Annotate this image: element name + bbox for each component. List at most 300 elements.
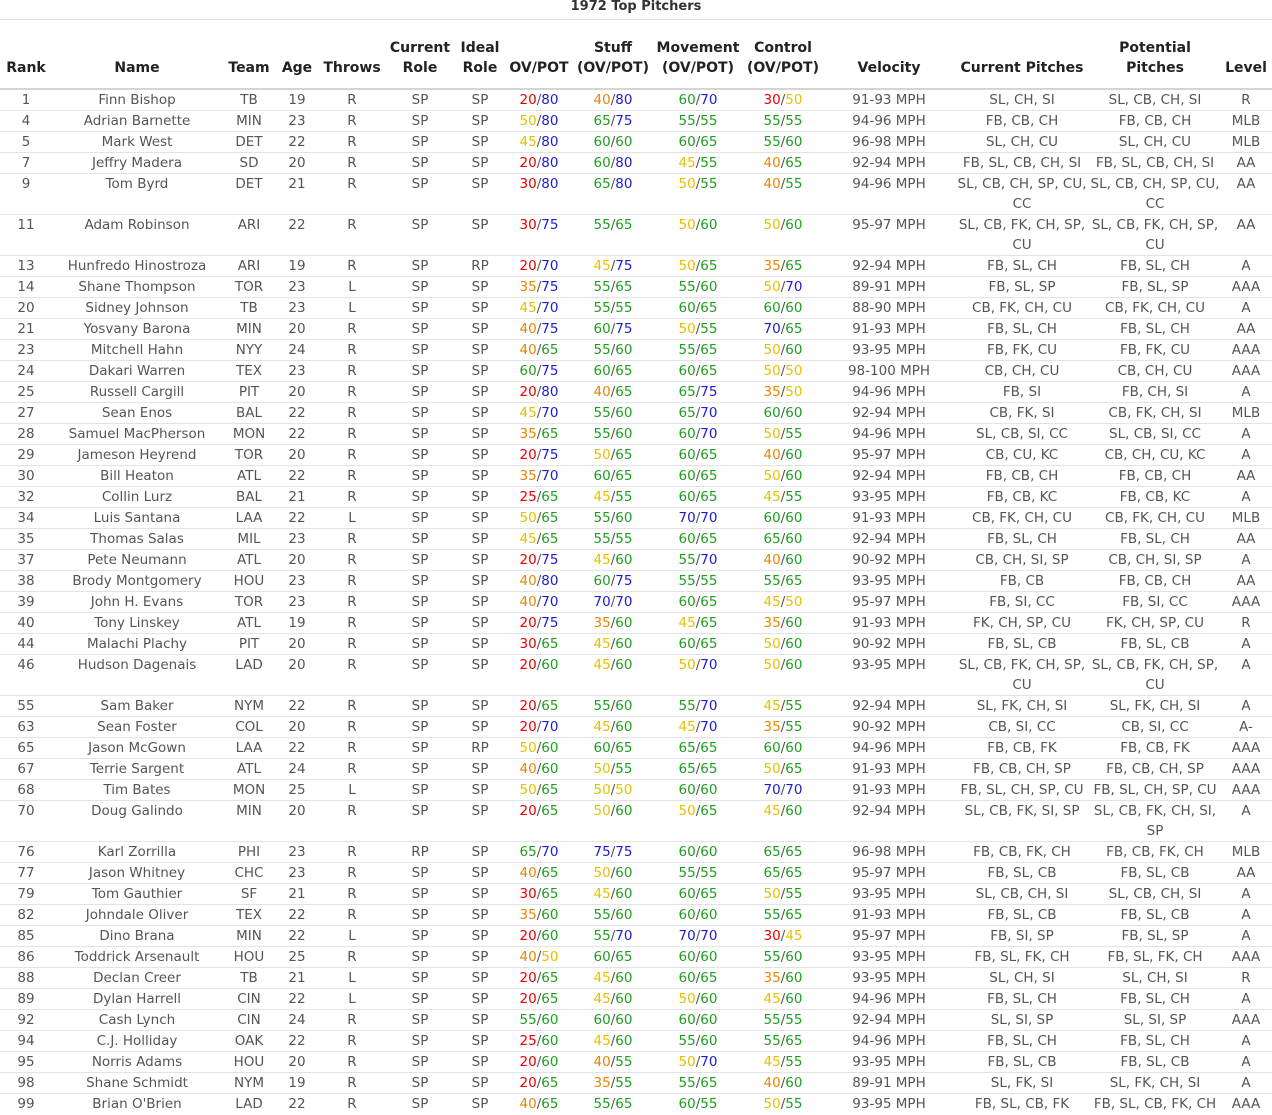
cell-throws: R: [318, 256, 386, 277]
cell-rank: 23: [0, 340, 52, 361]
cell-stuff: 55/60: [572, 905, 654, 926]
rating-current: 55: [678, 1075, 696, 1091]
cell-velocity: 94-96 MPH: [824, 989, 954, 1010]
cell-name[interactable]: Tom Byrd: [52, 174, 222, 215]
cell-velocity: 96-98 MPH: [824, 842, 954, 863]
cell-current-role: SP: [386, 466, 454, 487]
rating-potential: 70: [785, 782, 803, 798]
cell-name[interactable]: Samuel MacPherson: [52, 424, 222, 445]
cell-potential-pitches: SL, FK, CH, SI: [1090, 696, 1220, 717]
cell-name[interactable]: Hunfredo Hinostroza: [52, 256, 222, 277]
rating-current: 60: [678, 489, 696, 505]
cell-throws: R: [318, 863, 386, 884]
column-header-ov-pot[interactable]: OV/POT: [506, 20, 572, 89]
cell-movement: 55/55: [654, 111, 742, 132]
cell-movement: 65/65: [654, 759, 742, 780]
table-row[interactable]: [0, 801, 1272, 842]
cell-stuff: 50/65: [572, 445, 654, 466]
cell-age: 24: [276, 1010, 318, 1031]
cell-team: TB: [222, 968, 276, 989]
table-row[interactable]: [0, 947, 1272, 968]
cell-level: AAA: [1220, 1010, 1272, 1031]
cell-name[interactable]: Luis Santana: [52, 508, 222, 529]
table-row[interactable]: [0, 529, 1272, 550]
cell-ov-pot: 40/60: [506, 759, 572, 780]
cell-level: A: [1220, 550, 1272, 571]
rating-potential: 60: [615, 803, 633, 819]
column-header-potential-pitches[interactable]: Potential Pitches: [1090, 20, 1220, 89]
rating-current: 20: [519, 698, 537, 714]
column-header-level[interactable]: Level: [1220, 20, 1272, 89]
cell-ov-pot: 25/65: [506, 487, 572, 508]
column-header-control[interactable]: Control (OV/POT): [742, 20, 824, 89]
cell-name[interactable]: Toddrick Arsenault: [52, 947, 222, 968]
cell-name[interactable]: Karl Zorrilla: [52, 842, 222, 863]
cell-control: 50/60: [742, 340, 824, 361]
rating-current: 60: [593, 134, 611, 150]
rating-current: 60: [678, 531, 696, 547]
cell-control: 35/60: [742, 613, 824, 634]
cell-name[interactable]: Norris Adams: [52, 1052, 222, 1073]
cell-control: 55/60: [742, 132, 824, 153]
rating-potential: 60: [541, 740, 559, 756]
rating-current: 50: [763, 279, 781, 295]
cell-stuff: 55/55: [572, 298, 654, 319]
rating-current: 25: [519, 1033, 537, 1049]
table-row[interactable]: [0, 403, 1272, 424]
cell-current-role: SP: [386, 905, 454, 926]
rating-current: 35: [519, 468, 537, 484]
rating-current: 45: [593, 719, 611, 735]
cell-stuff: 40/65: [572, 382, 654, 403]
cell-control: 55/65: [742, 1031, 824, 1052]
cell-stuff: 55/60: [572, 696, 654, 717]
table-row[interactable]: [0, 655, 1272, 696]
cell-stuff: 45/60: [572, 1031, 654, 1052]
rating-potential: 60: [785, 615, 803, 631]
cell-throws: R: [318, 403, 386, 424]
rating-potential: 65: [700, 468, 718, 484]
rating-potential: 50: [785, 363, 803, 379]
cell-name[interactable]: Jameson Heyrend: [52, 445, 222, 466]
table-row[interactable]: [0, 905, 1272, 926]
table-row[interactable]: [0, 1073, 1272, 1094]
column-header-ideal-role[interactable]: Ideal Role: [454, 20, 506, 89]
cell-ideal-role: SP: [454, 153, 506, 174]
cell-movement: 55/70: [654, 550, 742, 571]
rating-current: 45: [593, 991, 611, 1007]
cell-ideal-role: SP: [454, 529, 506, 550]
cell-age: 22: [276, 403, 318, 424]
rating-current: 50: [593, 447, 611, 463]
table-row[interactable]: [0, 89, 1272, 111]
cell-stuff: 55/65: [572, 215, 654, 256]
table-row[interactable]: [0, 989, 1272, 1010]
cell-ov-pot: 20/60: [506, 1052, 572, 1073]
cell-team: ATL: [222, 759, 276, 780]
cell-stuff: 60/60: [572, 1010, 654, 1031]
column-header-team[interactable]: Team: [222, 20, 276, 89]
rating-current: 70: [678, 928, 696, 944]
rating-potential: 65: [541, 865, 559, 881]
cell-level: A: [1220, 1031, 1272, 1052]
rating-current: 70: [678, 510, 696, 526]
cell-current-role: SP: [386, 215, 454, 256]
cell-name[interactable]: Sidney Johnson: [52, 298, 222, 319]
cell-potential-pitches: FB, SL, SP: [1090, 277, 1220, 298]
cell-stuff: 60/65: [572, 361, 654, 382]
cell-stuff: 55/70: [572, 926, 654, 947]
rating-current: 55: [593, 342, 611, 358]
cell-name[interactable]: Collin Lurz: [52, 487, 222, 508]
cell-age: 23: [276, 863, 318, 884]
cell-velocity: 92-94 MPH: [824, 403, 954, 424]
cell-current-role: SP: [386, 298, 454, 319]
cell-control: 45/60: [742, 989, 824, 1010]
column-header-age[interactable]: Age: [276, 20, 318, 89]
rating-potential: 60: [785, 970, 803, 986]
cell-ideal-role: SP: [454, 1094, 506, 1115]
cell-rank: 44: [0, 634, 52, 655]
cell-current-pitches: FB, SL, CH, SP, CU: [954, 780, 1090, 801]
table-row[interactable]: [0, 842, 1272, 863]
table-row[interactable]: [0, 445, 1272, 466]
cell-throws: R: [318, 884, 386, 905]
column-header-name[interactable]: Name: [52, 20, 222, 89]
rating-potential: 55: [615, 531, 633, 547]
rating-current: 65: [678, 761, 696, 777]
rating-current: 30: [763, 92, 781, 108]
table-row[interactable]: [0, 550, 1272, 571]
cell-age: 22: [276, 215, 318, 256]
cell-potential-pitches: CB, FK, CH, CU: [1090, 508, 1220, 529]
cell-control: 50/65: [742, 759, 824, 780]
cell-current-role: SP: [386, 696, 454, 717]
cell-current-role: SP: [386, 403, 454, 424]
cell-ov-pot: 35/60: [506, 905, 572, 926]
table-row[interactable]: [0, 759, 1272, 780]
cell-control: 50/60: [742, 466, 824, 487]
rating-potential: 55: [615, 1054, 633, 1070]
cell-movement: 55/55: [654, 571, 742, 592]
cell-rank: 95: [0, 1052, 52, 1073]
table-row[interactable]: [0, 256, 1272, 277]
cell-rank: 29: [0, 445, 52, 466]
rating-potential: 55: [700, 176, 718, 192]
cell-name[interactable]: Cash Lynch: [52, 1010, 222, 1031]
cell-name[interactable]: Russell Cargill: [52, 382, 222, 403]
rating-potential: 55: [700, 865, 718, 881]
table-row[interactable]: [0, 571, 1272, 592]
table-row[interactable]: [0, 340, 1272, 361]
cell-name[interactable]: Dino Brana: [52, 926, 222, 947]
rating-potential: 65: [700, 615, 718, 631]
rating-potential: 60: [615, 719, 633, 735]
cell-name[interactable]: Terrie Sargent: [52, 759, 222, 780]
column-header-current-pitches[interactable]: Current Pitches: [954, 20, 1090, 89]
cell-ideal-role: SP: [454, 634, 506, 655]
cell-name[interactable]: Tim Bates: [52, 780, 222, 801]
cell-ideal-role: SP: [454, 340, 506, 361]
table-row[interactable]: [0, 277, 1272, 298]
cell-name[interactable]: Mark West: [52, 132, 222, 153]
cell-level: A: [1220, 634, 1272, 655]
cell-potential-pitches: SL, SI, SP: [1090, 1010, 1220, 1031]
rating-potential: 80: [541, 92, 559, 108]
column-header-throws[interactable]: Throws: [318, 20, 386, 89]
rating-potential: 75: [541, 217, 559, 233]
cell-control: 30/50: [742, 89, 824, 111]
cell-name[interactable]: Sam Baker: [52, 696, 222, 717]
cell-control: 45/55: [742, 1052, 824, 1073]
cell-current-pitches: FK, CH, SP, CU: [954, 613, 1090, 634]
cell-name[interactable]: Dakari Warren: [52, 361, 222, 382]
column-header-velocity[interactable]: Velocity: [824, 20, 954, 89]
table-row[interactable]: [0, 634, 1272, 655]
rating-current: 30: [519, 886, 537, 902]
cell-ov-pot: 50/80: [506, 111, 572, 132]
cell-level: AAA: [1220, 277, 1272, 298]
cell-name[interactable]: Brody Montgomery: [52, 571, 222, 592]
rating-potential: 65: [785, 865, 803, 881]
cell-age: 19: [276, 256, 318, 277]
rating-potential: 60: [785, 134, 803, 150]
table-row[interactable]: [0, 613, 1272, 634]
table-row[interactable]: [0, 1052, 1272, 1073]
cell-ideal-role: SP: [454, 759, 506, 780]
cell-ideal-role: SP: [454, 277, 506, 298]
cell-name[interactable]: Dylan Harrell: [52, 989, 222, 1010]
cell-throws: R: [318, 361, 386, 382]
cell-current-pitches: SL, FK, CH, SI: [954, 696, 1090, 717]
cell-stuff: 65/80: [572, 174, 654, 215]
column-header-current-role[interactable]: Current Role: [386, 20, 454, 89]
table-row[interactable]: [0, 1094, 1272, 1115]
cell-name[interactable]: Jeffry Madera: [52, 153, 222, 174]
table-row[interactable]: [0, 780, 1272, 801]
cell-current-pitches: FB, CB, FK: [954, 738, 1090, 759]
rating-current: 60: [593, 468, 611, 484]
cell-team: LAA: [222, 508, 276, 529]
cell-name[interactable]: Brian O'Brien: [52, 1094, 222, 1115]
rating-potential: 70: [541, 719, 559, 735]
rating-current: 55: [593, 531, 611, 547]
cell-name[interactable]: Shane Schmidt: [52, 1073, 222, 1094]
cell-velocity: 91-93 MPH: [824, 508, 954, 529]
rating-current: 40: [763, 552, 781, 568]
rating-potential: 65: [615, 363, 633, 379]
table-row[interactable]: [0, 863, 1272, 884]
rating-potential: 65: [700, 363, 718, 379]
table-row[interactable]: [0, 508, 1272, 529]
rating-current: 20: [519, 552, 537, 568]
cell-name[interactable]: Jason McGown: [52, 738, 222, 759]
cell-name[interactable]: C.J. Holliday: [52, 1031, 222, 1052]
cell-name[interactable]: Johndale Oliver: [52, 905, 222, 926]
cell-name[interactable]: Tony Linskey: [52, 613, 222, 634]
cell-name[interactable]: Doug Galindo: [52, 801, 222, 842]
rating-potential: 60: [785, 342, 803, 358]
cell-potential-pitches: FB, SL, CB: [1090, 634, 1220, 655]
cell-age: 20: [276, 153, 318, 174]
cell-age: 23: [276, 529, 318, 550]
column-header-movement[interactable]: Movement (OV/POT): [654, 20, 742, 89]
table-row[interactable]: [0, 174, 1272, 215]
table-row[interactable]: [0, 717, 1272, 738]
rating-current: 60: [678, 363, 696, 379]
rating-potential: 60: [615, 698, 633, 714]
cell-name[interactable]: John H. Evans: [52, 592, 222, 613]
cell-movement: 60/65: [654, 884, 742, 905]
cell-name[interactable]: Adam Robinson: [52, 215, 222, 256]
table-row[interactable]: [0, 1010, 1272, 1031]
cell-level: AAA: [1220, 947, 1272, 968]
cell-velocity: 94-96 MPH: [824, 1031, 954, 1052]
cell-current-role: SP: [386, 424, 454, 445]
rating-current: 65: [519, 844, 537, 860]
cell-team: COL: [222, 717, 276, 738]
table-row[interactable]: [0, 361, 1272, 382]
cell-age: 22: [276, 1094, 318, 1115]
cell-name[interactable]: Yosvany Barona: [52, 319, 222, 340]
cell-team: TEX: [222, 361, 276, 382]
table-row[interactable]: [0, 382, 1272, 403]
cell-current-pitches: FB, SL, CB: [954, 905, 1090, 926]
cell-velocity: 90-92 MPH: [824, 550, 954, 571]
cell-team: ATL: [222, 466, 276, 487]
rating-current: 50: [678, 258, 696, 274]
cell-name[interactable]: Malachi Plachy: [52, 634, 222, 655]
cell-name[interactable]: Adrian Barnette: [52, 111, 222, 132]
table-row[interactable]: [0, 1031, 1272, 1052]
cell-rank: 70: [0, 801, 52, 842]
cell-velocity: 93-95 MPH: [824, 571, 954, 592]
table-row[interactable]: [0, 592, 1272, 613]
cell-throws: R: [318, 550, 386, 571]
cell-velocity: 92-94 MPH: [824, 153, 954, 174]
cell-velocity: 95-97 MPH: [824, 926, 954, 947]
cell-stuff: 55/60: [572, 508, 654, 529]
cell-name[interactable]: Declan Creer: [52, 968, 222, 989]
rating-potential: 80: [615, 92, 633, 108]
table-row[interactable]: [0, 738, 1272, 759]
cell-name[interactable]: Sean Foster: [52, 717, 222, 738]
rating-current: 65: [763, 531, 781, 547]
cell-name[interactable]: Sean Enos: [52, 403, 222, 424]
rating-potential: 60: [615, 1012, 633, 1028]
rating-current: 50: [593, 761, 611, 777]
cell-name[interactable]: Shane Thompson: [52, 277, 222, 298]
cell-throws: R: [318, 153, 386, 174]
cell-level: MLB: [1220, 842, 1272, 863]
rating-current: 20: [519, 384, 537, 400]
cell-ideal-role: SP: [454, 487, 506, 508]
cell-ideal-role: SP: [454, 550, 506, 571]
cell-ov-pot: 40/65: [506, 1094, 572, 1115]
table-row[interactable]: [0, 111, 1272, 132]
cell-name[interactable]: Bill Heaton: [52, 466, 222, 487]
rating-current: 45: [593, 552, 611, 568]
rating-current: 50: [763, 1096, 781, 1112]
cell-current-pitches: FB, SL, CH: [954, 1031, 1090, 1052]
cell-current-pitches: SL, CH, CU: [954, 132, 1090, 153]
cell-movement: 55/70: [654, 696, 742, 717]
cell-current-role: SP: [386, 738, 454, 759]
page-title: 1972 Top Pitchers: [0, 0, 1272, 20]
cell-rank: 9: [0, 174, 52, 215]
cell-velocity: 95-97 MPH: [824, 215, 954, 256]
cell-control: 40/60: [742, 1073, 824, 1094]
rating-current: 55: [763, 907, 781, 923]
cell-current-role: SP: [386, 382, 454, 403]
table-row[interactable]: [0, 153, 1272, 174]
table-row[interactable]: [0, 696, 1272, 717]
cell-movement: 45/55: [654, 153, 742, 174]
column-header-stuff[interactable]: Stuff (OV/POT): [572, 20, 654, 89]
rating-current: 40: [763, 447, 781, 463]
cell-name[interactable]: Jason Whitney: [52, 863, 222, 884]
rating-current: 55: [678, 552, 696, 568]
cell-stuff: 55/65: [572, 1094, 654, 1115]
cell-team: MIN: [222, 926, 276, 947]
rating-potential: 60: [615, 510, 633, 526]
cell-control: 35/50: [742, 382, 824, 403]
rating-current: 30: [763, 928, 781, 944]
rating-current: 55: [593, 426, 611, 442]
rating-potential: 65: [785, 573, 803, 589]
cell-age: 22: [276, 738, 318, 759]
table-row[interactable]: [0, 884, 1272, 905]
cell-name[interactable]: Pete Neumann: [52, 550, 222, 571]
cell-movement: 50/55: [654, 174, 742, 215]
cell-current-pitches: CB, FK, CH, CU: [954, 508, 1090, 529]
cell-name[interactable]: Tom Gauthier: [52, 884, 222, 905]
cell-stuff: 45/60: [572, 717, 654, 738]
table-row[interactable]: [0, 319, 1272, 340]
cell-ideal-role: SP: [454, 1010, 506, 1031]
cell-ideal-role: SP: [454, 424, 506, 445]
cell-name[interactable]: Finn Bishop: [52, 89, 222, 111]
table-row[interactable]: [0, 466, 1272, 487]
table-row[interactable]: [0, 968, 1272, 989]
cell-stuff: 40/80: [572, 89, 654, 111]
table-row[interactable]: [0, 215, 1272, 256]
cell-potential-pitches: FB, CB, KC: [1090, 487, 1220, 508]
table-row[interactable]: [0, 298, 1272, 319]
table-row[interactable]: [0, 926, 1272, 947]
rating-potential: 60: [615, 615, 633, 631]
rating-current: 65: [678, 740, 696, 756]
column-header-rank[interactable]: Rank: [0, 20, 52, 89]
rating-potential: 55: [785, 113, 803, 129]
cell-level: A: [1220, 298, 1272, 319]
cell-ideal-role: SP: [454, 403, 506, 424]
rating-current: 55: [593, 217, 611, 233]
cell-ov-pot: 50/65: [506, 780, 572, 801]
cell-current-role: SP: [386, 1052, 454, 1073]
rating-potential: 65: [700, 134, 718, 150]
cell-name[interactable]: Mitchell Hahn: [52, 340, 222, 361]
table-row[interactable]: [0, 132, 1272, 153]
cell-name[interactable]: Hudson Dagenais: [52, 655, 222, 696]
rating-current: 55: [763, 573, 781, 589]
cell-ov-pot: 20/70: [506, 717, 572, 738]
cell-name[interactable]: Thomas Salas: [52, 529, 222, 550]
table-row[interactable]: [0, 487, 1272, 508]
table-row[interactable]: [0, 424, 1272, 445]
rating-potential: 70: [700, 719, 718, 735]
rating-potential: 60: [615, 405, 633, 421]
